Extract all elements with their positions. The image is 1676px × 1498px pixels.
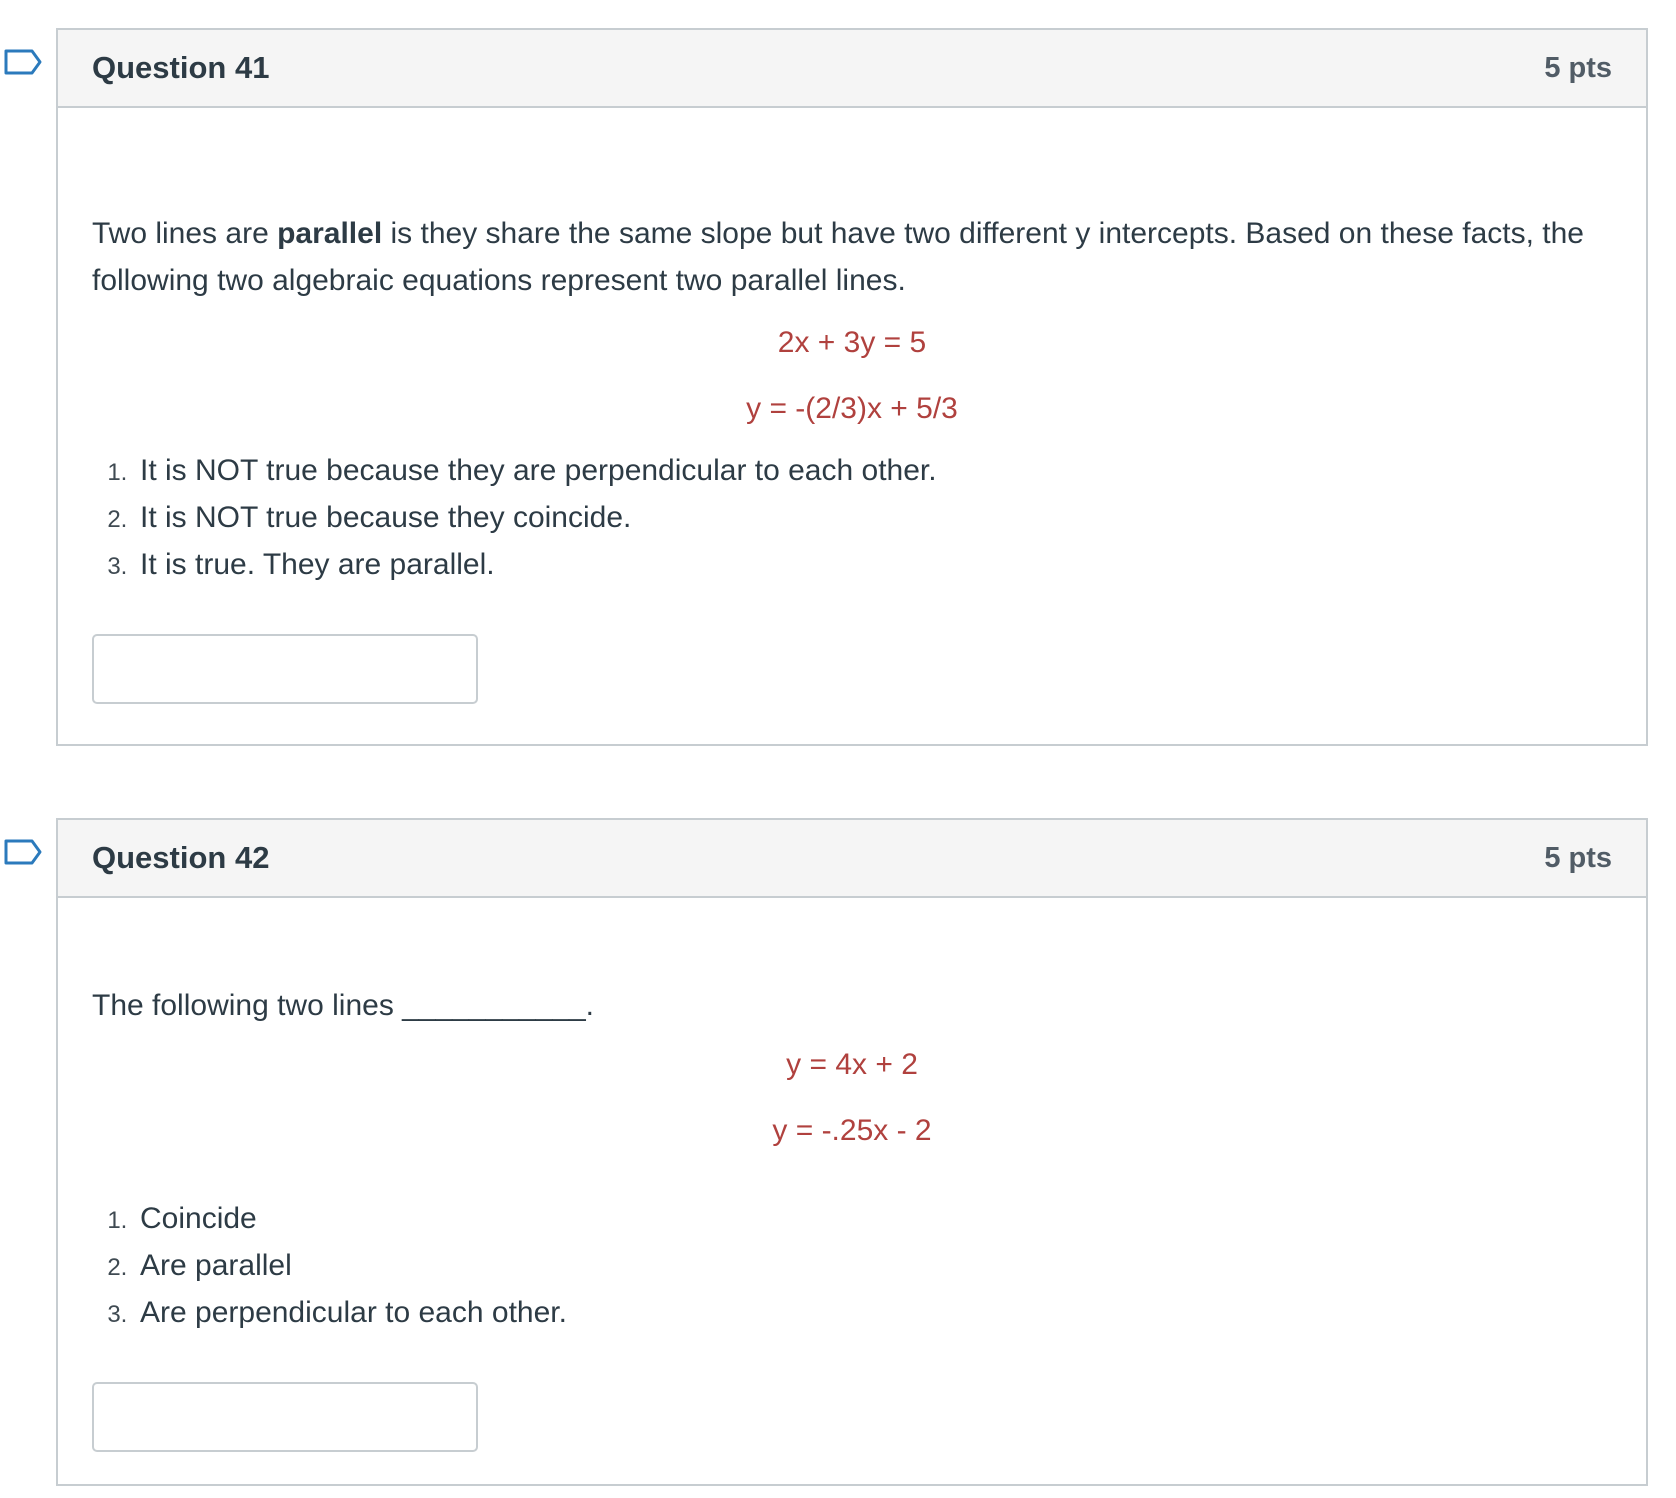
question-points: 5 pts [1544, 842, 1612, 874]
answer-input[interactable] [92, 634, 478, 704]
choice-item: 1. It is NOT true because they are perpendicular to each other. [134, 447, 1612, 494]
equation-2: y = -(2/3)x + 5/3 [746, 392, 958, 425]
question-title: Question 41 [92, 50, 270, 85]
flag-question-42-icon[interactable] [3, 838, 43, 866]
question-header [58, 30, 1646, 108]
question-prompt: The following two lines ___________. [92, 989, 595, 1022]
equation-1: y = 4x + 2 [786, 1048, 918, 1081]
choice-item: 3. It is true. They are parallel. [134, 541, 1612, 588]
keyword-parallel: parallel [277, 217, 383, 250]
question-prompt: Two lines are parallel is they share the same slope but have two different y intercepts. Based on these facts, the following two algebraic equations represent two parallel lines. [92, 217, 1584, 297]
question-points: 5 pts [1544, 52, 1612, 84]
choice-list [92, 1195, 1612, 1336]
question-title: Question 42 [92, 840, 270, 875]
equation-2: y = -.25x - 2 [772, 1114, 932, 1147]
question-body [58, 108, 1646, 704]
question-header [58, 820, 1646, 898]
choice-item: 2. It is NOT true because they coincide. [134, 494, 1612, 541]
question-41 [56, 28, 1648, 746]
equation-1: 2x + 3y = 5 [777, 326, 927, 359]
choice-item: 2. Are parallel [134, 1242, 1612, 1289]
flag-question-41-icon[interactable] [3, 48, 43, 76]
choice-item: 1. Coincide [134, 1195, 1612, 1242]
answer-input[interactable] [92, 1382, 478, 1452]
choice-item: 3. Are perpendicular to each other. [134, 1289, 1612, 1336]
question-body [58, 898, 1646, 1452]
question-42 [56, 818, 1648, 1486]
choice-list [92, 447, 1612, 588]
